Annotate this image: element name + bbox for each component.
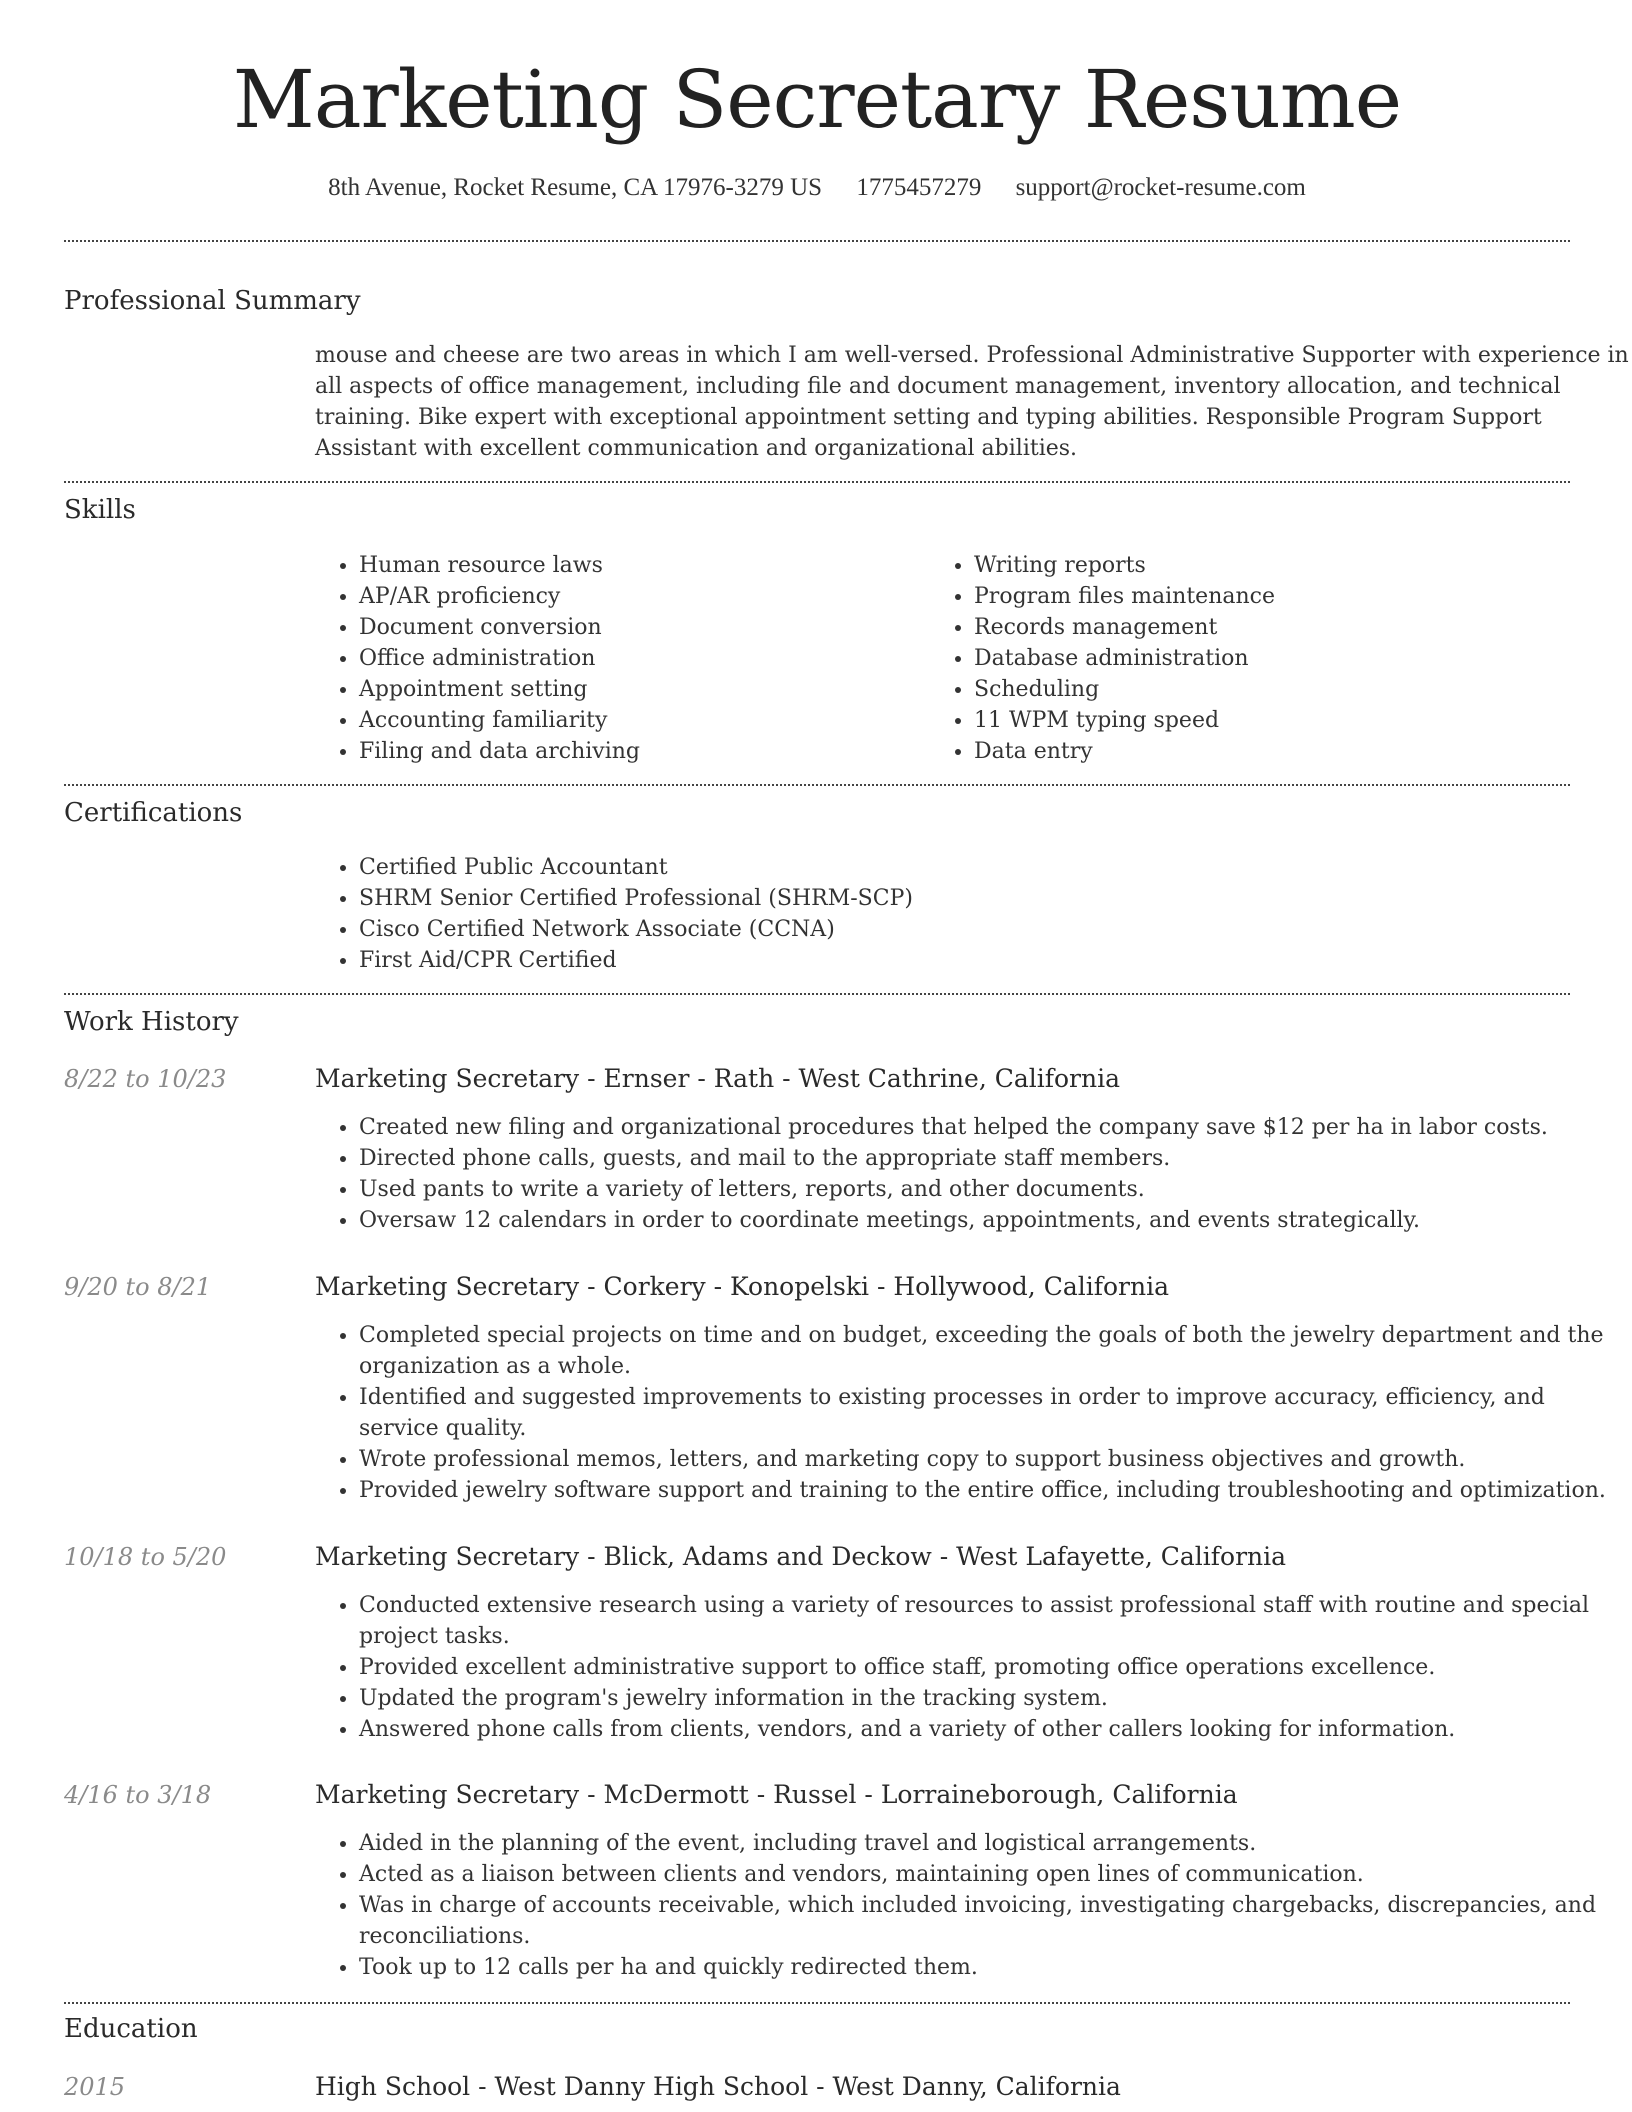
contact-email: support@rocket-resume.com [1015, 174, 1306, 201]
certification-item: • First Aid/CPR Certified [359, 945, 1515, 976]
divider [64, 240, 1570, 242]
certification-item: • Certified Public Accountant [359, 852, 1515, 883]
job-bullet: • Used pants to write a variety of letters, reports, and other documents. [359, 1174, 1615, 1205]
divider [64, 481, 1570, 483]
skill-item: • Office administration [359, 643, 915, 674]
divider [64, 993, 1570, 995]
divider [64, 2002, 1570, 2004]
job-dates: 9/20 to 8/21 [64, 1273, 212, 1301]
skill-item: • Appointment setting [359, 674, 915, 705]
contact-address: 8th Avenue, Rocket Resume, CA 17976-3279 US [328, 174, 823, 201]
job-bullets [315, 1320, 1615, 1506]
summary-text: mouse and cheese are two areas in which I am well-versed. Professional Administrative Supporter with experience in all aspects of office management, including file and document management, inventory allocation, and technical training. Bike expert with exceptional appointment setting and typing abilities. Responsible Program Support Assistant with excellent communication and organizational abilities. [315, 343, 1629, 461]
section-title-skills: Skills [64, 495, 136, 525]
divider [64, 784, 1570, 786]
skills-column-right [930, 550, 1530, 767]
section-title-certifications: Certifications [64, 798, 243, 828]
skills-list-right [930, 550, 1530, 767]
section-title-work-history: Work History [64, 1007, 239, 1037]
job-bullet: • Completed special projects on time and on budget, exceeding the goals of both the jewelry department and the organization as a whole. [359, 1320, 1615, 1382]
job-bullet: • Identified and suggested improvements to existing processes in order to improve accuracy, efficiency, and service quality. [359, 1382, 1615, 1444]
skill-item: • Data entry [974, 736, 1530, 767]
skill-item: • Database administration [974, 643, 1530, 674]
job-bullets [315, 1828, 1615, 1983]
job-bullet: • Took up to 12 calls per ha and quickly redirected them. [359, 1952, 1615, 1983]
resume-name: Marketing Secretary Resume [232, 53, 1402, 146]
skill-item: • Accounting familiarity [359, 705, 915, 736]
skill-item: • Program files maintenance [974, 581, 1530, 612]
job-bullet: • Aided in the planning of the event, including travel and logistical arrangements. [359, 1828, 1615, 1859]
job-title: Marketing Secretary - McDermott - Russel - Lorraineborough, California [315, 1780, 1238, 1809]
skill-item: • Human resource laws [359, 550, 915, 581]
skills-list-left [315, 550, 915, 767]
section-title-summary: Professional Summary [64, 286, 361, 316]
job-bullet: • Acted as a liaison between clients and vendors, maintaining open lines of communication. [359, 1859, 1615, 1890]
skill-item: • Writing reports [974, 550, 1530, 581]
skill-item: • Scheduling [974, 674, 1530, 705]
section-title-education: Education [64, 2014, 198, 2044]
skill-item: • AP/AR proficiency [359, 581, 915, 612]
resume-page [64, 0, 1629, 2112]
job-bullet: • Answered phone calls from clients, vendors, and a variety of other callers looking for information. [359, 1714, 1615, 1745]
skills-column-left [315, 550, 915, 767]
job-dates: 4/16 to 3/18 [64, 1781, 212, 1809]
skill-item: • Filing and data archiving [359, 736, 915, 767]
job-dates: 10/18 to 5/20 [64, 1543, 227, 1571]
skill-item: • 11 WPM typing speed [974, 705, 1530, 736]
job-bullets [315, 1590, 1615, 1745]
job-title: Marketing Secretary - Ernser - Rath - West Cathrine, California [315, 1064, 1121, 1093]
contact-line [64, 170, 1570, 206]
job-bullet: • Directed phone calls, guests, and mail to the appropriate staff members. [359, 1143, 1615, 1174]
certifications-column [315, 852, 1515, 976]
certification-item: • SHRM Senior Certified Professional (SHRM-SCP) [359, 883, 1515, 914]
job-bullet: • Provided excellent administrative support to office staff, promoting office operations excellence. [359, 1652, 1615, 1683]
skill-item: • Records management [974, 612, 1530, 643]
certification-item: • Cisco Certified Network Associate (CCNA) [359, 914, 1515, 945]
job-bullet: • Was in charge of accounts receivable, which included invoicing, investigating chargebacks, discrepancies, and reconciliations. [359, 1890, 1615, 1952]
education-title: High School - West Danny High School - West Danny, California [315, 2072, 1121, 2101]
job-bullets [315, 1112, 1615, 1236]
education-dates: 2015 [64, 2073, 126, 2101]
contact-phone: 1775457279 [856, 174, 982, 201]
skill-item: • Document conversion [359, 612, 915, 643]
job-bullet: • Oversaw 12 calendars in order to coordinate meetings, appointments, and events strategically. [359, 1205, 1615, 1236]
job-bullet: • Conducted extensive research using a variety of resources to assist professional staff with routine and special project tasks. [359, 1590, 1615, 1652]
job-bullet: • Provided jewelry software support and training to the entire office, including troubleshooting and optimization. [359, 1475, 1615, 1506]
job-bullet: • Wrote professional memos, letters, and marketing copy to support business objectives and growth. [359, 1444, 1615, 1475]
certifications-list [315, 852, 1515, 976]
job-bullet: • Created new filing and organizational procedures that helped the company save $12 per ha in labor costs. [359, 1112, 1615, 1143]
job-bullet: • Updated the program's jewelry information in the tracking system. [359, 1683, 1615, 1714]
job-title: Marketing Secretary - Blick, Adams and Deckow - West Lafayette, California [315, 1542, 1287, 1571]
job-title: Marketing Secretary - Corkery - Konopelski - Hollywood, California [315, 1272, 1169, 1301]
job-dates: 8/22 to 10/23 [64, 1065, 227, 1093]
